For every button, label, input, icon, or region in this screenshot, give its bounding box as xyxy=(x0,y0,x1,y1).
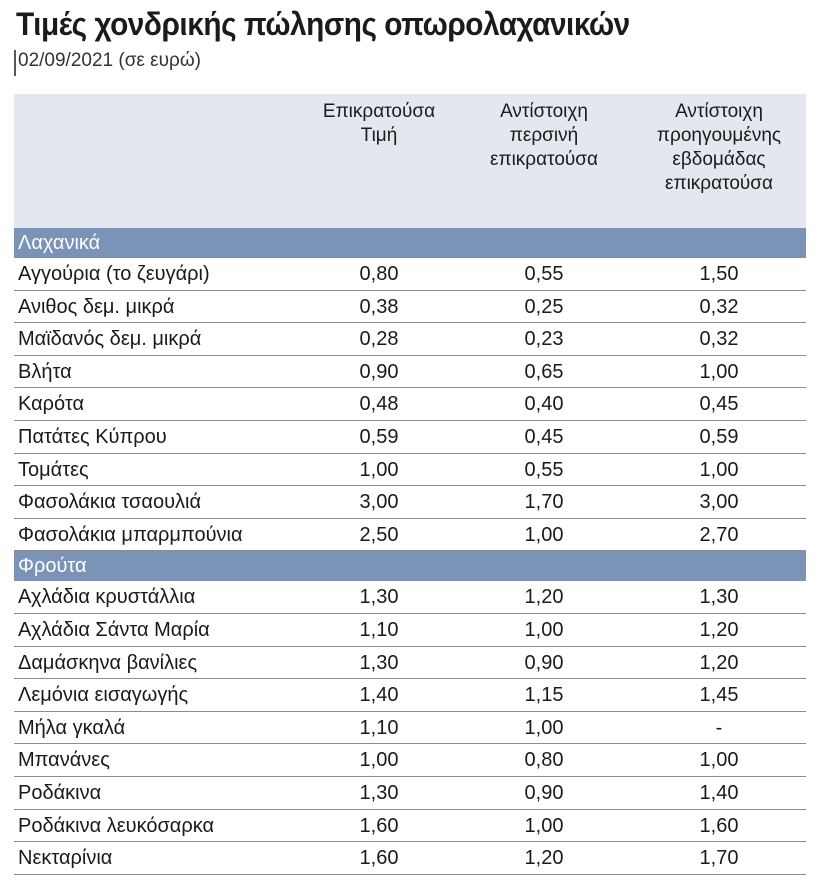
last-year-price: 1,70 xyxy=(524,491,564,514)
current-price: 0,48 xyxy=(359,393,399,416)
last-week-price: 1,40 xyxy=(699,781,739,804)
table-row xyxy=(14,388,806,421)
last-week-price: 1,60 xyxy=(699,814,739,837)
table-body xyxy=(14,228,806,875)
table-row xyxy=(14,744,806,777)
table-row xyxy=(14,810,806,843)
header-last-year xyxy=(469,100,619,172)
last-week-price: 1,70 xyxy=(699,847,739,870)
product-name: Αχλάδια κρυστάλλια xyxy=(18,586,196,609)
current-price: 1,30 xyxy=(359,586,399,609)
last-week-price: 0,59 xyxy=(699,425,739,448)
product-name: Ροδάκινα λευκόσαρκα xyxy=(18,814,215,837)
last-year-price: 0,65 xyxy=(524,360,564,383)
current-price: 1,00 xyxy=(359,749,399,772)
product-name: Μήλα γκαλά xyxy=(18,716,126,739)
table-row xyxy=(14,679,806,712)
table-row xyxy=(14,421,806,454)
product-name: Αγγούρια (το ζευγάρι) xyxy=(18,263,210,285)
current-price: 3,00 xyxy=(359,491,399,514)
table-row xyxy=(14,614,806,647)
last-week-price: 3,00 xyxy=(699,491,739,514)
current-price: 0,38 xyxy=(359,295,399,318)
table-row xyxy=(14,258,806,291)
last-year-price: 1,20 xyxy=(524,586,564,609)
last-year-price: 1,00 xyxy=(524,618,564,641)
last-week-price: 2,70 xyxy=(699,523,739,546)
subtitle-divider xyxy=(14,50,16,76)
last-year-price: 0,80 xyxy=(524,749,564,772)
last-year-price: 1,00 xyxy=(524,814,564,837)
header-line: προηγουμένης xyxy=(656,125,782,146)
last-year-price: 1,00 xyxy=(524,716,564,739)
product-name: Καρότα xyxy=(18,393,85,416)
product-name: Βλήτα xyxy=(18,360,72,383)
product-name: Ροδάκινα xyxy=(18,781,102,804)
header-line: Αντίστοιχη xyxy=(675,101,763,122)
last-week-price: 0,32 xyxy=(699,295,739,318)
last-year-price: 1,20 xyxy=(524,847,564,870)
table-row xyxy=(14,712,806,745)
last-year-price: 0,45 xyxy=(524,425,564,448)
last-year-price: 0,55 xyxy=(524,458,564,481)
product-name: Ανιθος δεμ. μικρά xyxy=(18,295,175,318)
product-name: Νεκταρίνια xyxy=(18,847,113,870)
current-price: 1,30 xyxy=(359,781,399,804)
current-price: 1,10 xyxy=(359,716,399,739)
current-price: 0,90 xyxy=(359,360,399,383)
header-line: επικρατούσα xyxy=(665,173,773,194)
last-year-price: 0,40 xyxy=(524,393,564,416)
table-row xyxy=(14,291,806,324)
last-year-price: 1,15 xyxy=(524,684,564,707)
product-name: Φασολάκια τσαουλιά xyxy=(18,491,202,514)
section-header: Φρούτα xyxy=(14,551,806,581)
last-year-price: 0,55 xyxy=(524,263,564,285)
product-name: Αχλάδια Σάντα Μαρία xyxy=(18,618,210,641)
page-subtitle: 02/09/2021 (σε ευρώ) xyxy=(18,50,202,71)
last-week-price: 0,45 xyxy=(699,393,739,416)
last-year-price: 0,90 xyxy=(524,781,564,804)
product-name: Τομάτες xyxy=(18,458,89,481)
header-last-week xyxy=(634,100,804,196)
table-row xyxy=(14,454,806,487)
table-row xyxy=(14,519,806,552)
header-line: επικρατούσα xyxy=(490,149,598,170)
current-price: 1,40 xyxy=(359,684,399,707)
last-week-price: 0,32 xyxy=(699,328,739,351)
current-price: 1,10 xyxy=(359,618,399,641)
last-week-price: 1,50 xyxy=(699,263,739,285)
header-line: περσινή xyxy=(509,125,579,146)
table-row xyxy=(14,647,806,680)
current-price: 1,60 xyxy=(359,814,399,837)
product-name: Δαμάσκηνα βανίλιες xyxy=(18,651,198,674)
last-year-price: 0,90 xyxy=(524,651,564,674)
table-row xyxy=(14,356,806,389)
header-current-price xyxy=(304,100,454,148)
table-row xyxy=(14,842,806,875)
table-header xyxy=(14,94,806,228)
current-price: 0,59 xyxy=(359,425,399,448)
product-name: Πατάτες Κύπρου xyxy=(18,425,167,448)
current-price: 1,60 xyxy=(359,847,399,870)
current-price: 0,28 xyxy=(359,328,399,351)
last-week-price: - xyxy=(715,716,723,739)
table-row xyxy=(14,777,806,810)
price-table xyxy=(14,94,806,875)
table-row xyxy=(14,581,806,614)
last-week-price: 1,45 xyxy=(699,684,739,707)
last-week-price: 1,00 xyxy=(699,360,739,383)
page-title: Τιμές χονδρικής πώλησης οπωρολαχανικών xyxy=(16,6,630,42)
last-week-price: 1,20 xyxy=(699,618,739,641)
product-name: Μαϊδανός δεμ. μικρά xyxy=(18,328,202,351)
last-year-price: 0,25 xyxy=(524,295,564,318)
header-line: Τιμή xyxy=(360,125,398,146)
current-price: 2,50 xyxy=(359,523,399,546)
last-year-price: 0,23 xyxy=(524,328,564,351)
current-price: 1,00 xyxy=(359,458,399,481)
last-week-price: 1,00 xyxy=(699,458,739,481)
last-week-price: 1,20 xyxy=(699,651,739,674)
table-row xyxy=(14,323,806,356)
product-name: Μπανάνες xyxy=(18,749,110,772)
header-line: Αντίστοιχη xyxy=(500,101,588,122)
table-row xyxy=(14,486,806,519)
header-line: Επικρατούσα xyxy=(322,101,436,122)
last-year-price: 1,00 xyxy=(524,523,564,546)
section-header: Λαχανικά xyxy=(14,228,806,258)
last-week-price: 1,00 xyxy=(699,749,739,772)
last-week-price: 1,30 xyxy=(699,586,739,609)
current-price: 1,30 xyxy=(359,651,399,674)
product-name: Φασολάκια μπαρμπούνια xyxy=(18,523,243,546)
product-name: Λεμόνια εισαγωγής xyxy=(18,684,189,707)
header-line: εβδομάδας xyxy=(672,149,766,170)
current-price: 0,80 xyxy=(359,263,399,285)
